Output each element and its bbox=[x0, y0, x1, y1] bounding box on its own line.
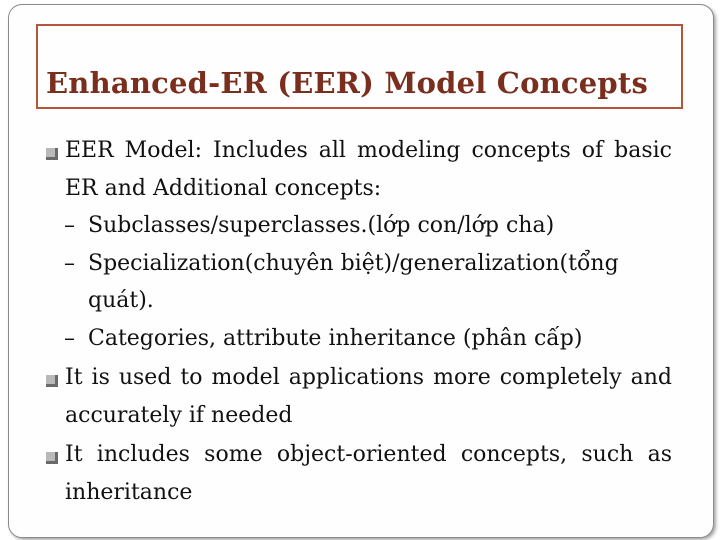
sub-item-text: Specialization(chuyên biệt)/generalization(tổng quát). bbox=[88, 250, 619, 313]
sub-item-specialization bbox=[44, 245, 672, 320]
bullet-item-eer-model bbox=[44, 132, 672, 207]
sub-item-text: Categories, attribute inheritance (phân cấp) bbox=[88, 325, 583, 351]
dash-marker: – bbox=[64, 213, 75, 238]
bullet-item-object-oriented bbox=[44, 436, 672, 511]
title-box bbox=[36, 24, 683, 109]
sub-item-text: Subclasses/superclasses.(lớp con/lớp cha) bbox=[88, 213, 555, 238]
dash-marker: – bbox=[64, 325, 75, 351]
slide-content bbox=[44, 132, 672, 511]
bullet-text: It is used to model applications more completely and accurately if needed bbox=[65, 365, 672, 428]
bullet-text: : Includes all modeling concepts of basic ER and Additional concepts: bbox=[65, 138, 672, 201]
dash-marker: – bbox=[64, 250, 75, 276]
sub-item-categories bbox=[44, 320, 672, 358]
sub-item-subclasses bbox=[44, 207, 672, 245]
bullet-text: It includes some object-oriented concepts, such as inheritance bbox=[65, 442, 672, 505]
slide-title: Enhanced-ER (EER) Model Concepts bbox=[46, 66, 649, 100]
q-box-bullet-icon bbox=[46, 452, 58, 464]
bullet-item-used-to-model bbox=[44, 359, 672, 434]
q-box-bullet-icon bbox=[46, 148, 58, 160]
q-box-bullet-icon bbox=[46, 375, 58, 387]
bullet-lead: EER Model bbox=[65, 138, 195, 163]
